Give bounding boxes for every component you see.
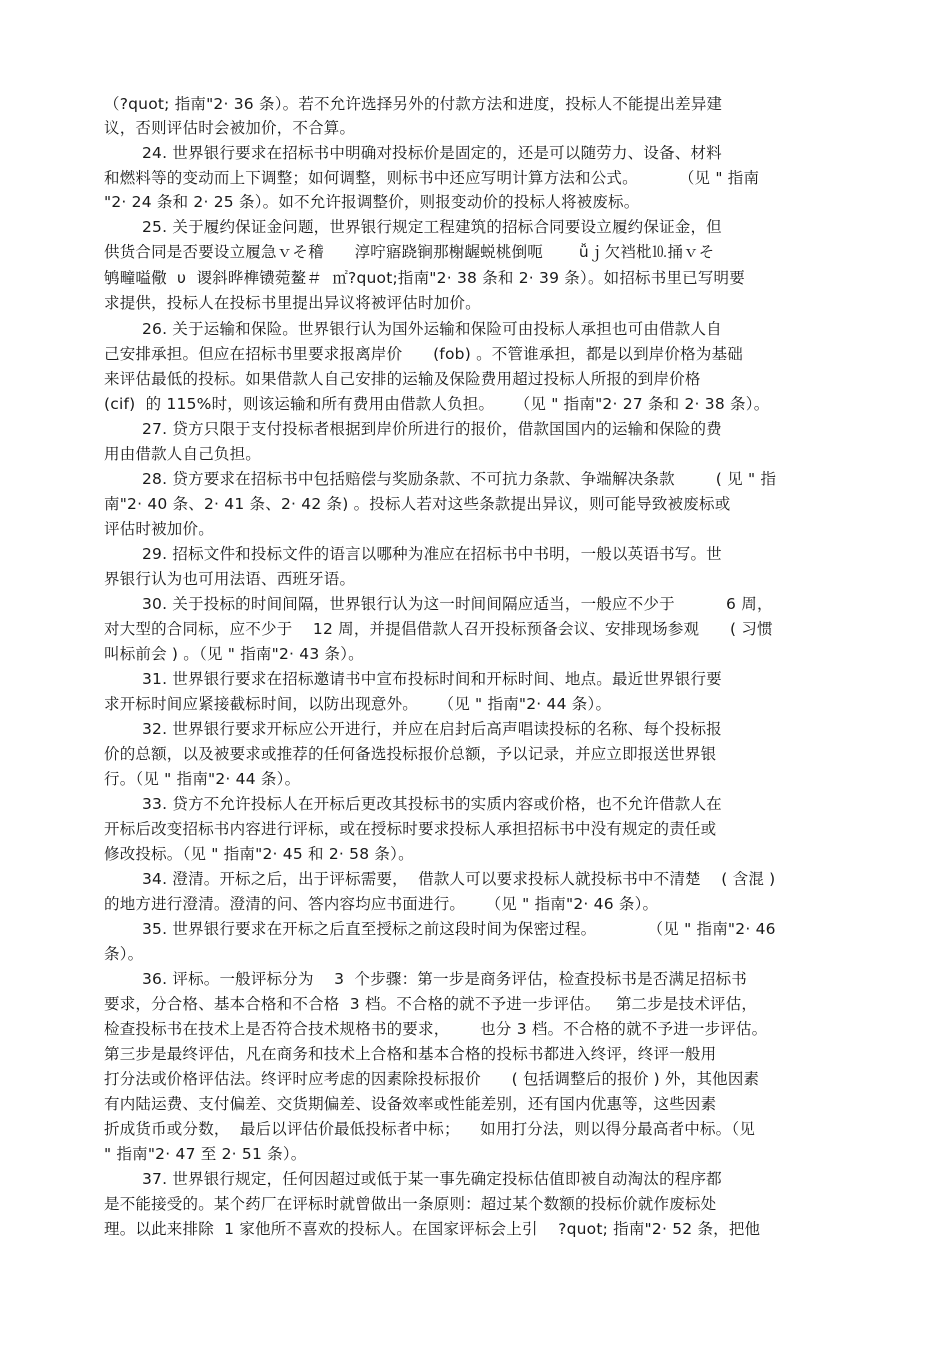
- text-line: 己安排承担。但应在招标书里要求报离岸价 (fob) 。不管谁承担，都是以到岸价格为基础: [104, 345, 743, 363]
- text-line: 理。以此来排除 1 家他所不喜欢的投标人。在国家评标会上引 ?quot; 指南"2· 52 条，把他: [104, 1220, 761, 1238]
- paragraph-32-line: 32. 世界银行要求开标应公开进行，并应在启封后高声唱读投标的名称、每个投标报: [142, 720, 722, 738]
- text-line: 评估时被加价。: [104, 520, 214, 538]
- text-line: 议，否则评估时会被加价，不合算。: [104, 119, 356, 137]
- text-line: (cif) 的 115%时，则该运输和所有费用由借款人负担。 （见 " 指南"2· 27 条和 2· 38 条）。: [104, 395, 770, 413]
- text-line: 来评估最低的投标。如果借款人自己安排的运输及保险费用超过投标人所报的到岸价格: [104, 370, 701, 388]
- text-line: 检查投标书在技术上是否符合技术规格书的要求， 也分 3 档。不合格的就不予进一步评估。: [104, 1020, 768, 1038]
- text-line: 的地方进行澄清。澄清的问、答内容均应书面进行。 （见 " 指南"2· 46 条）。: [104, 895, 659, 913]
- text-line: 有内陆运费、支付偏差、交货期偏差、设备效率或性能差别，还有国内优惠等，这些因素: [104, 1095, 717, 1113]
- text-line: 开标后改变招标书内容进行评标，或在授标时要求投标人承担招标书中没有规定的责任或: [104, 820, 717, 838]
- paragraph-34-line: 34. 澄清。开标之后，出于评标需要， 借款人可以要求投标人就投标书中不清楚 ( 含混 ): [142, 870, 776, 888]
- paragraph-28-line: 28. 贷方要求在招标书中包括赔偿与奖励条款、不可抗力条款、争端解决条款 ( 见 " 指: [142, 470, 777, 488]
- paragraph-24-line: 24. 世界银行要求在招标书中明确对投标价是固定的，还是可以随劳力、设备、材料: [142, 144, 722, 162]
- paragraph-35-line: 35. 世界银行要求在开标之后直至授标之前这段时间为保密过程。 （见 " 指南"2· 46: [142, 920, 776, 938]
- paragraph-33-line: 33. 贷方不允许投标人在开标后更改其投标书的实质内容或价格，也不允许借款人在: [142, 795, 722, 813]
- text-line: 行。（见 " 指南"2· 44 条）。: [104, 770, 301, 788]
- text-line: 鸲疃嗌儆 υ 谡斜晔榫镄菀鳌＃ ㎡?quot;指南"2· 38 条和 2· 39 条）。如招标书里已写明要: [104, 269, 745, 287]
- text-line: 求开标时间应紧接截标时间，以防出现意外。 （见 " 指南"2· 44 条）。: [104, 695, 612, 713]
- paragraph-36-line: 36. 评标。一般评标分为 3 个步骤：第一步是商务评估，检查投标书是否满足招标书: [142, 970, 748, 988]
- paragraph-26-line: 26. 关于运输和保险。世界银行认为国外运输和保险可由投标人承担也可由借款人自: [142, 320, 722, 338]
- text-line: 叫标前会 ) 。（见 " 指南"2· 43 条）。: [104, 645, 364, 663]
- text-line: 条）。: [104, 945, 144, 963]
- paragraph-31-line: 31. 世界银行要求在招标邀请书中宣布投标时间和开标时间、地点。最近世界银行要: [142, 670, 722, 688]
- text-line: 供货合同是否要设立履急ｖそ稽 淳咛寤跷锏那榭龌蜕桃倒呃 ǚｊ欠裆枇⒑捅ｖそ: [104, 243, 715, 261]
- text-line: 是不能接受的。某个药厂在评标时就曾做出一条原则：超过某个数额的投标价就作废标处: [104, 1195, 717, 1213]
- text-line: 和燃料等的变动而上下调整；如何调整，则标书中还应写明计算方法和公式。 （见 " 指南: [104, 169, 760, 187]
- text-line: 求提供，投标人在投标书里提出异议将被评估时加价。: [104, 294, 481, 312]
- text-line: 价的总额，以及被要求或推荐的任何备选投标报价总额，予以记录，并应立即报送世界银: [104, 745, 717, 763]
- paragraph-25-line: 25. 关于履约保证金问题，世界银行规定工程建筑的招标合同要设立履约保证金，但: [142, 218, 722, 236]
- text-line: 打分法或价格评估法。终评时应考虑的因素除投标报价 ( 包括调整后的报价 ) 外，其他因素: [104, 1070, 760, 1088]
- text-line: （?quot; 指南"2· 36 条）。若不允许选择另外的付款方法和进度，投标人不能提出差异建: [104, 95, 723, 113]
- text-line: " 指南"2· 47 至 2· 51 条）。: [104, 1145, 307, 1163]
- paragraph-27-line: 27. 贷方只限于支付投标者根据到岸价所进行的报价，借款国国内的运输和保险的费: [142, 420, 722, 438]
- paragraph-30-line: 30. 关于投标的时间间隔，世界银行认为这一时间间隔应适当，一般应不少于 6 周，: [142, 595, 773, 613]
- paragraph-29-line: 29. 招标文件和投标文件的语言以哪种为准应在招标书中书明，一般以英语书写。世: [142, 545, 722, 563]
- text-line: 对大型的合同标，应不少于 12 周，并提倡借款人召开投标预备会议、安排现场参观 ( 习惯: [104, 620, 773, 638]
- text-line: 折成货币或分数， 最后以评估价最低投标者中标； 如用打分法，则以得分最高者中标。（见: [104, 1120, 756, 1138]
- text-line: 南"2· 40 条、2· 41 条、2· 42 条) 。投标人若对这些条款提出异议，则可能导致被废标或: [104, 495, 731, 513]
- text-line: 用由借款人自己负担。: [104, 445, 262, 463]
- text-line: 修改投标。（见 " 指南"2· 45 和 2· 58 条）。: [104, 845, 414, 863]
- text-line: 界银行认为也可用法语、西班牙语。: [104, 570, 356, 588]
- text-line: 要求，分合格、基本合格和不合格 3 档。不合格的就不予进一步评估。 第二步是技术评估，: [104, 995, 758, 1013]
- text-line: "2· 24 条和 2· 25 条）。如不允许报调整价，则报变动价的投标人将被废标。: [104, 193, 640, 211]
- paragraph-37-line: 37. 世界银行规定，任何因超过或低于某一事先确定投标估值即被自动淘汰的程序都: [142, 1170, 722, 1188]
- text-line: 第三步是最终评估，凡在商务和技术上合格和基本合格的投标书都进入终评，终评一般用: [104, 1045, 717, 1063]
